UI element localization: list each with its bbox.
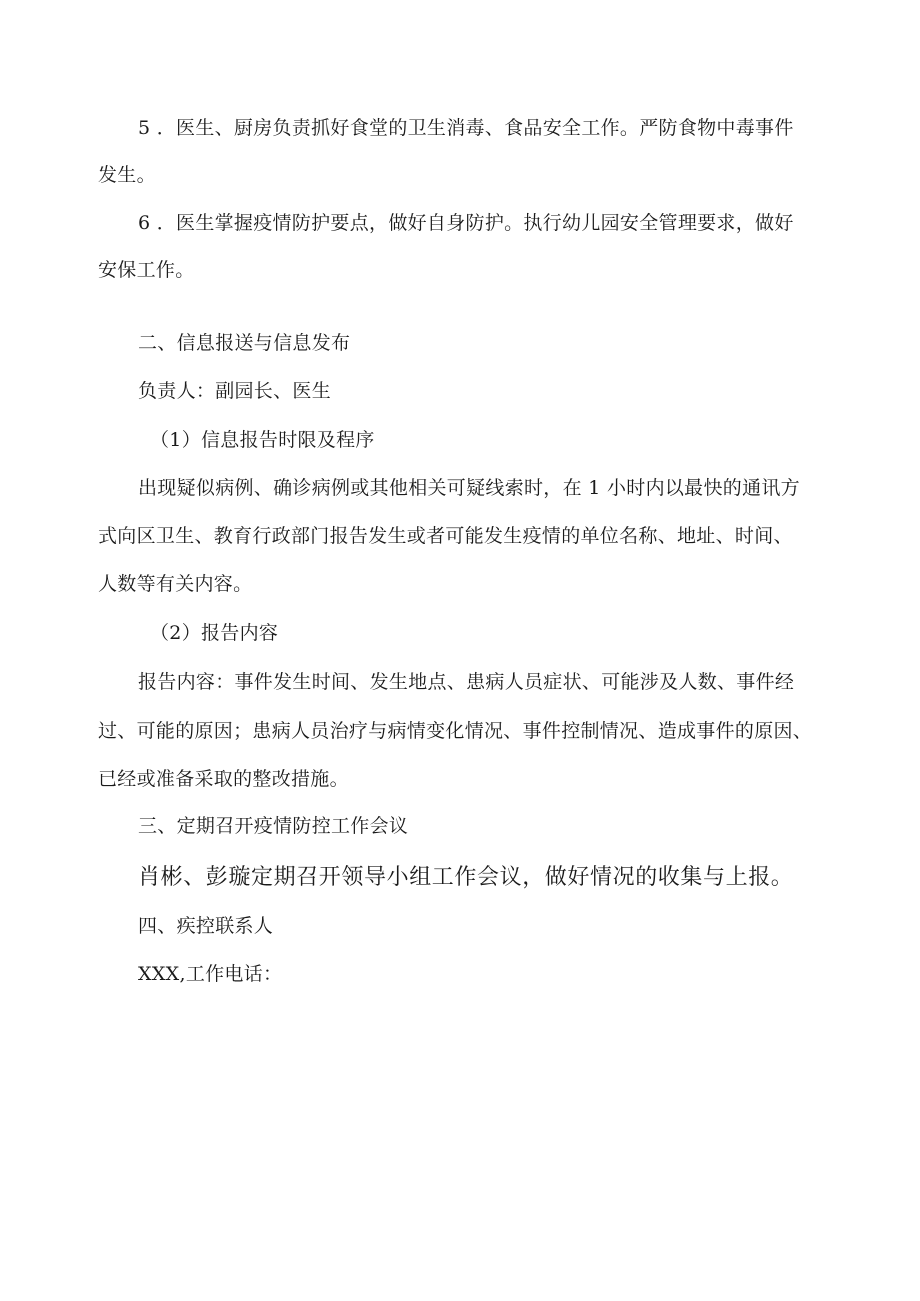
- section-2-heading: 二、信息报送与信息发布: [138, 332, 351, 354]
- subsection-2-line-3: 已经或准备采取的整改措施。: [98, 768, 349, 790]
- item-5-line-2: 发生。: [98, 164, 156, 186]
- section-3-body: 肖彬、彭璇定期召开领导小组工作会议，做好情况的收集与上报。: [138, 865, 794, 890]
- section-2-responsible: 负责人：副园长、医生: [138, 380, 332, 402]
- subsection-2-line-2: 过、可能的原因；患病人员治疗与病情变化情况、事件控制情况、造成事件的原因、: [98, 720, 813, 742]
- subsection-1-line-2: 式向区卫生、教育行政部门报告发生或者可能发生疫情的单位名称、地址、时间、: [98, 525, 793, 547]
- subsection-1-line-3: 人数等有关内容。: [98, 573, 253, 595]
- section-4-heading: 四、疾控联系人: [138, 915, 274, 937]
- item-6-line-2: 安保工作。: [98, 259, 195, 281]
- subsection-1-line-1: 出现疑似病例、确诊病例或其他相关可疑线索时，在 1 小时内以最快的通讯方: [138, 477, 800, 499]
- subsection-2-heading: （2）报告内容: [150, 622, 279, 644]
- section-4-contact: XXX,工作电话：: [138, 963, 283, 985]
- item-6-line-1: 6 ．医生掌握疫情防护要点，做好自身防护。执行幼儿园安全管理要求，做好: [138, 212, 794, 234]
- item-5-line-1: 5 ．医生、厨房负责抓好食堂的卫生消毒、食品安全工作。严防食物中毒事件: [138, 117, 794, 139]
- subsection-1-heading: （1）信息报告时限及程序: [150, 429, 375, 451]
- section-3-heading: 三、定期召开疫情防控工作会议: [138, 815, 409, 837]
- subsection-2-line-1: 报告内容：事件发生时间、发生地点、患病人员症状、可能涉及人数、事件经: [138, 671, 795, 693]
